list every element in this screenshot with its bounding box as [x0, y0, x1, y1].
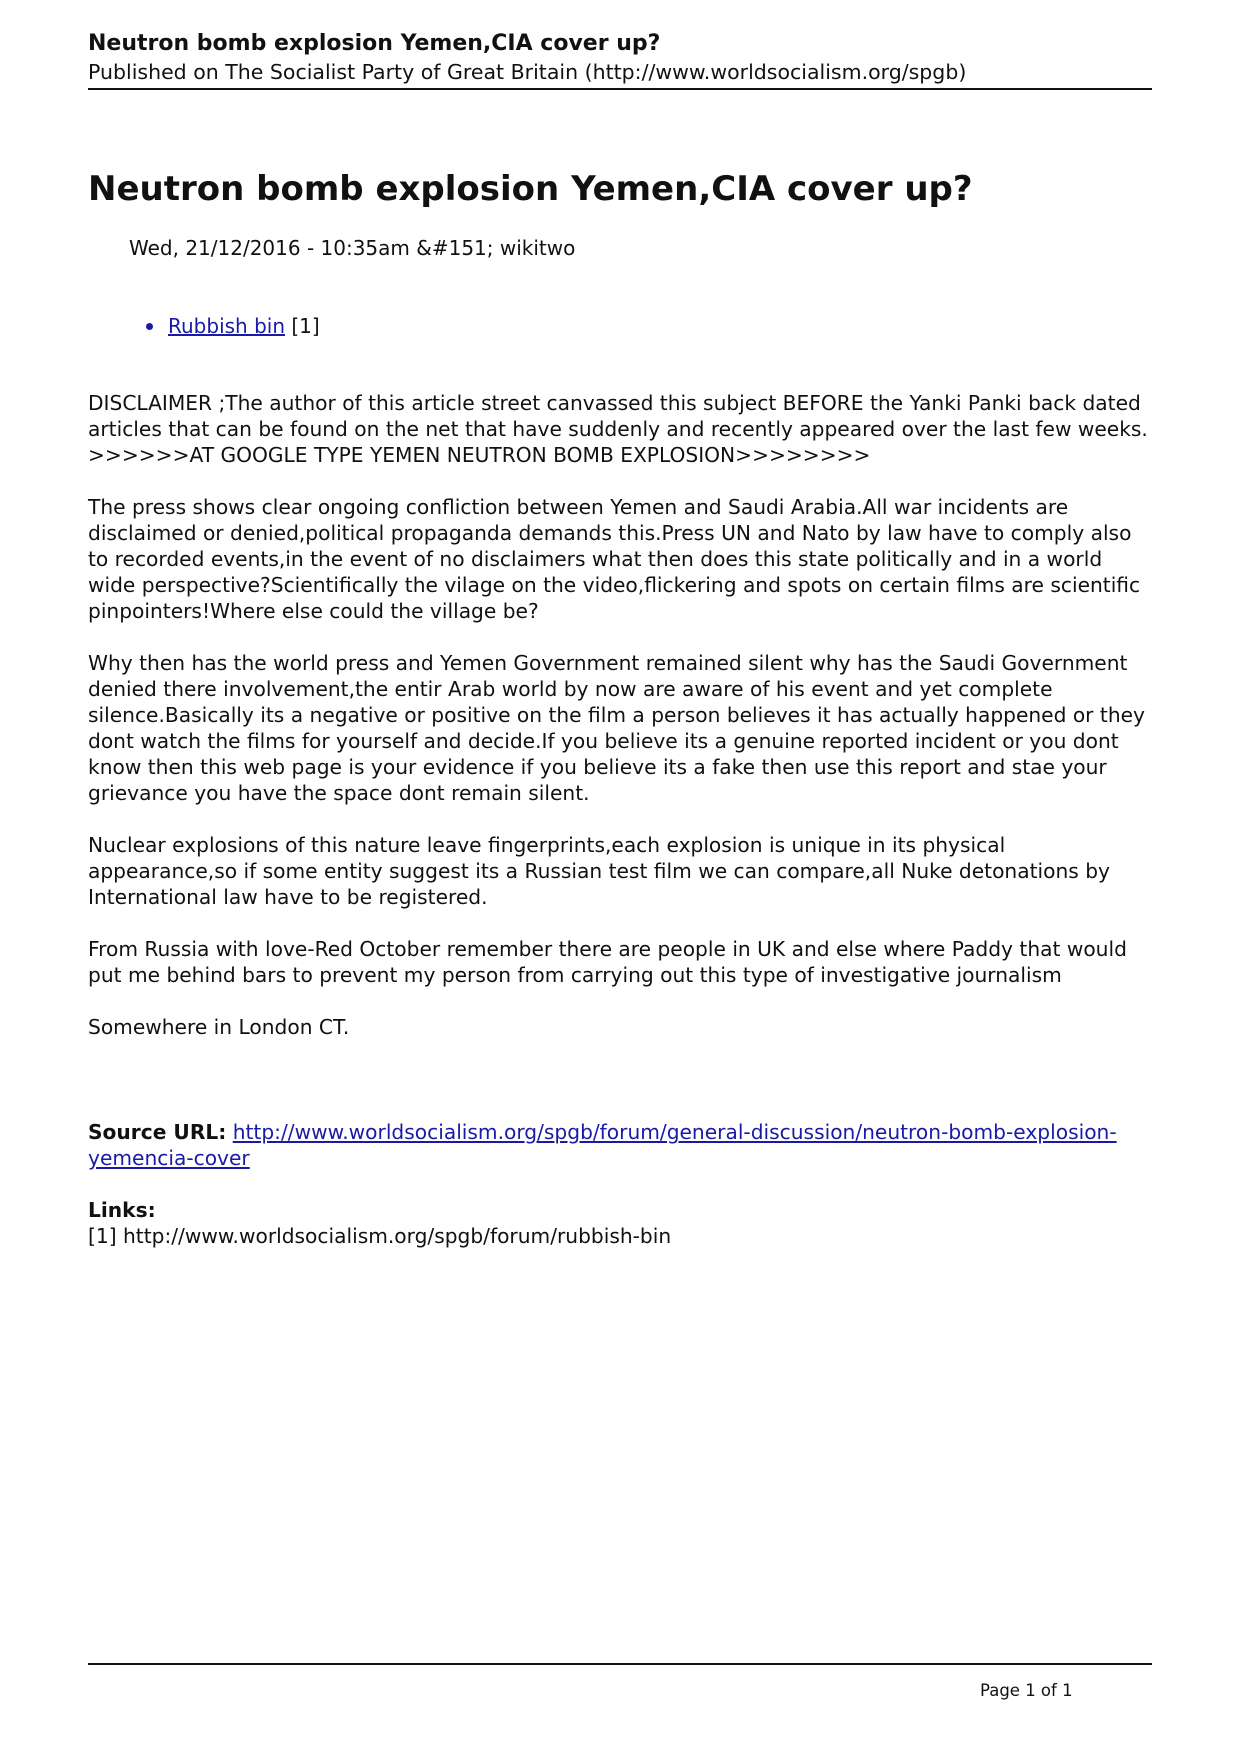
source-footer: [88, 1119, 1152, 1249]
bullet-icon: [146, 323, 153, 330]
paragraph-nuclear: Nuclear explosions of this nature leave fingerprints,each explosion is unique in its physical appearance,so if some entity suggest its a Russian test film we can compare,all Nuke detonations by International law have to be registered.: [88, 833, 1110, 909]
link-reference-1: [1] http://www.worldsocialism.org/spgb/forum/rubbish-bin: [88, 1224, 672, 1248]
links-section: [88, 1197, 1152, 1249]
article-meta: Wed, 21/12/2016 - 10:35am &#151; wikitwo: [129, 236, 576, 260]
tag-link-rubbish-bin[interactable]: Rubbish bin: [168, 314, 286, 338]
paragraph-signoff: Somewhere in London CT.: [88, 1015, 350, 1039]
article-title: Neutron bomb explosion Yemen,CIA cover up?: [88, 169, 973, 209]
header-title: Neutron bomb explosion Yemen,CIA cover up?: [88, 31, 661, 56]
source-url-line: [88, 1119, 1152, 1171]
page-number: Page 1 of 1: [980, 1681, 1073, 1700]
paragraph-disclaimer: DISCLAIMER ;The author of this article street canvassed this subject BEFORE the Yanki Panki back dated articles that can be found on the net that have suddenly and recently appeared over the last few weeks. >>>>>>AT GOOGLE TYPE YEMEN NEUTRON BOMB EXPLOSION>>>>>>>>: [88, 391, 1148, 467]
paragraph-press: The press shows clear ongoing confliction between Yemen and Saudi Arabia.All war incidents are disclaimed or denied,political propaganda demands this.Press UN and Nato by law have to comply also to recorded events,in the event of no disclaimers what then does this state politically and in a world wide perspective?Scientifically the vilage on the video,flickering and spots on certain films are scientific pinpointers!Where else could the village be?: [88, 495, 1141, 623]
paragraph-why: Why then has the world press and Yemen Government remained silent why has the Saudi Government denied there involvement,the entir Arab world by now are aware of his event and yet complete silence.Basically its a negative or positive on the film a person believes it has actually happened or they dont watch the films for yourself and decide.If you believe its a genuine reported incident or you dont know then this web page is your evidence if you believe its a fake then use this report and stae your grievance you have the space dont remain silent.: [88, 651, 1145, 805]
source-url-link[interactable]: http://www.worldsocialism.org/spgb/forum/general-discussion/neutron-bomb-explosion-yemencia-cover: [88, 1120, 1117, 1170]
article-body: [88, 390, 1152, 1066]
footer-divider: [88, 1663, 1152, 1665]
links-label: Links:: [88, 1198, 156, 1222]
page-header: [88, 30, 1152, 86]
tag-list: [0, 312, 320, 340]
paragraph-russia: From Russia with love-Red October remember there are people in UK and else where Paddy that would put me behind bars to prevent my person from carrying out this type of investigative journalism: [88, 937, 1127, 987]
header-published-line: Published on The Socialist Party of Great Britain (http://www.worldsocialism.org/spgb): [88, 60, 967, 84]
tag-reference: [1]: [291, 314, 320, 338]
header-divider: [88, 88, 1152, 90]
source-url-label: Source URL:: [88, 1120, 227, 1144]
tag-item: [0, 312, 320, 340]
